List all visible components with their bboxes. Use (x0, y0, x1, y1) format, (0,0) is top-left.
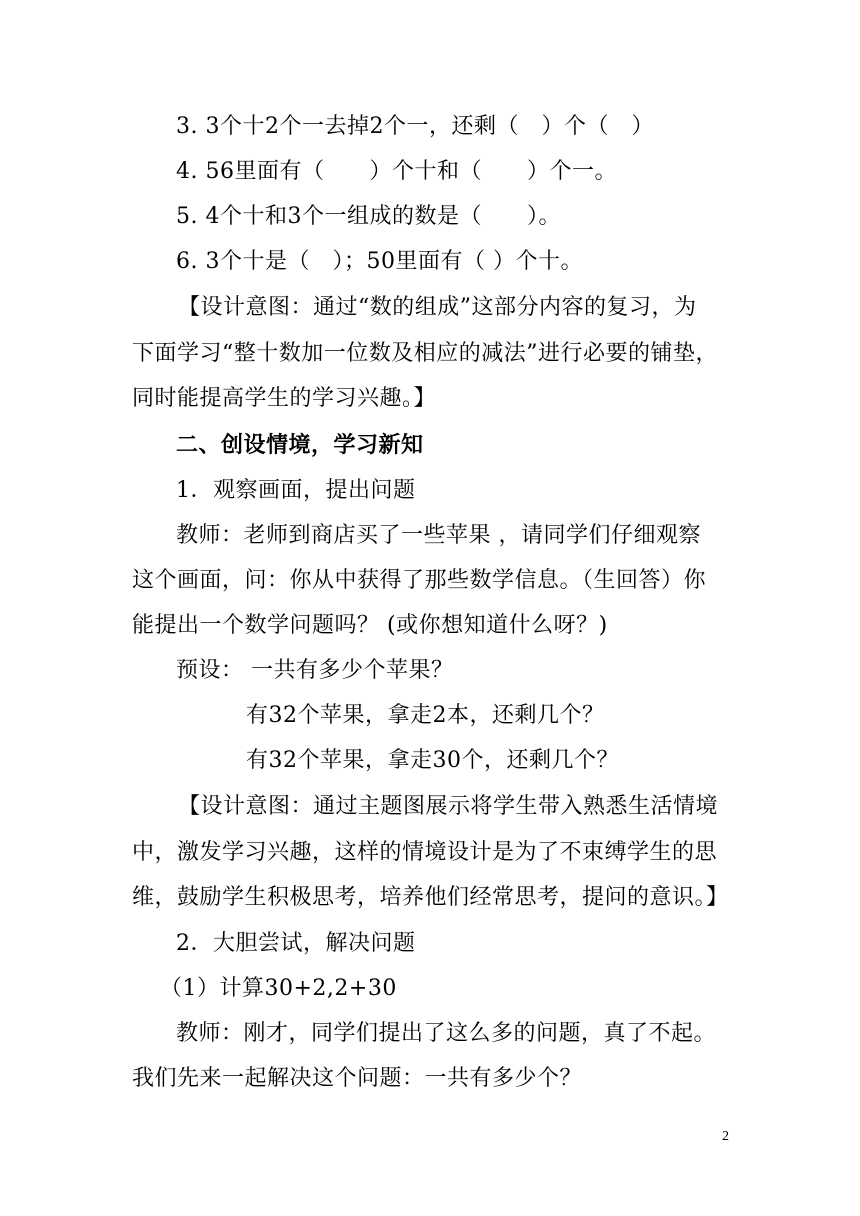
teacher-paragraph-1-line-2: 这个画面，问：你从中获得了那些数学信息。（生回答）你 (132, 568, 707, 593)
design-intent-1-line-1: 【设计意图：通过“数的组成”这部分内容的复习，为 (178, 295, 697, 320)
preset-2: 有32个苹果，拿走2本，还剩几个？ (246, 703, 605, 728)
preset-3: 有32个苹果，拿走30个，还剩几个？ (246, 748, 619, 773)
section-heading: 二、创设情境，学习新知 (176, 433, 424, 458)
calc-item: （1）计算30+2,2+30 (160, 976, 397, 1001)
design-intent-1-line-3: 同时能提高学生的学习兴趣。】 (132, 386, 437, 411)
preset-1: 预设： 一共有多少个苹果？ (176, 658, 454, 683)
exercise-3: 3. 3个十2个一去掉2个一，还剩（ ）个（ ） (176, 114, 654, 139)
teacher-paragraph-2-line-1: 教师：刚才，同学们提出了这么多的问题，真了不起。 (176, 1021, 717, 1046)
exercise-5: 5. 4个十和3个一组成的数是（ ）。 (176, 204, 561, 229)
teacher-paragraph-1-line-1: 教师：老师到商店买了一些苹果 ，请同学们仔细观察 (176, 523, 701, 548)
sub-heading-observe: 1．观察画面，提出问题 (176, 478, 416, 503)
teacher-paragraph-1-line-3: 能提出一个数学问题吗？ (或你想知道什么呀？) (132, 613, 608, 638)
page-number: 2 (722, 1129, 729, 1144)
teacher-paragraph-2-line-2: 我们先来一起解决这个问题：一共有多少个？ (132, 1066, 583, 1091)
design-intent-2-line-2: 中，激发学习兴趣，这样的情境设计是为了不束缚学生的思 (132, 840, 718, 865)
sub-heading-try: 2．大胆尝试，解决问题 (176, 931, 416, 956)
exercise-4: 4. 56里面有（ ）个十和（ ）个一。 (176, 159, 617, 184)
exercise-6: 6. 3个十是（ ）；50里面有（ ）个十。 (176, 249, 583, 274)
design-intent-1-line-2: 下面学习“整十数加一位数及相应的减法”进行必要的铺垫， (132, 341, 718, 366)
design-intent-2-line-3: 维，鼓励学生积极思考，培养他们经常思考，提问的意识。】 (132, 885, 729, 910)
design-intent-2-line-1: 【设计意图：通过主题图展示将学生带入熟悉生活情境 (178, 794, 719, 819)
